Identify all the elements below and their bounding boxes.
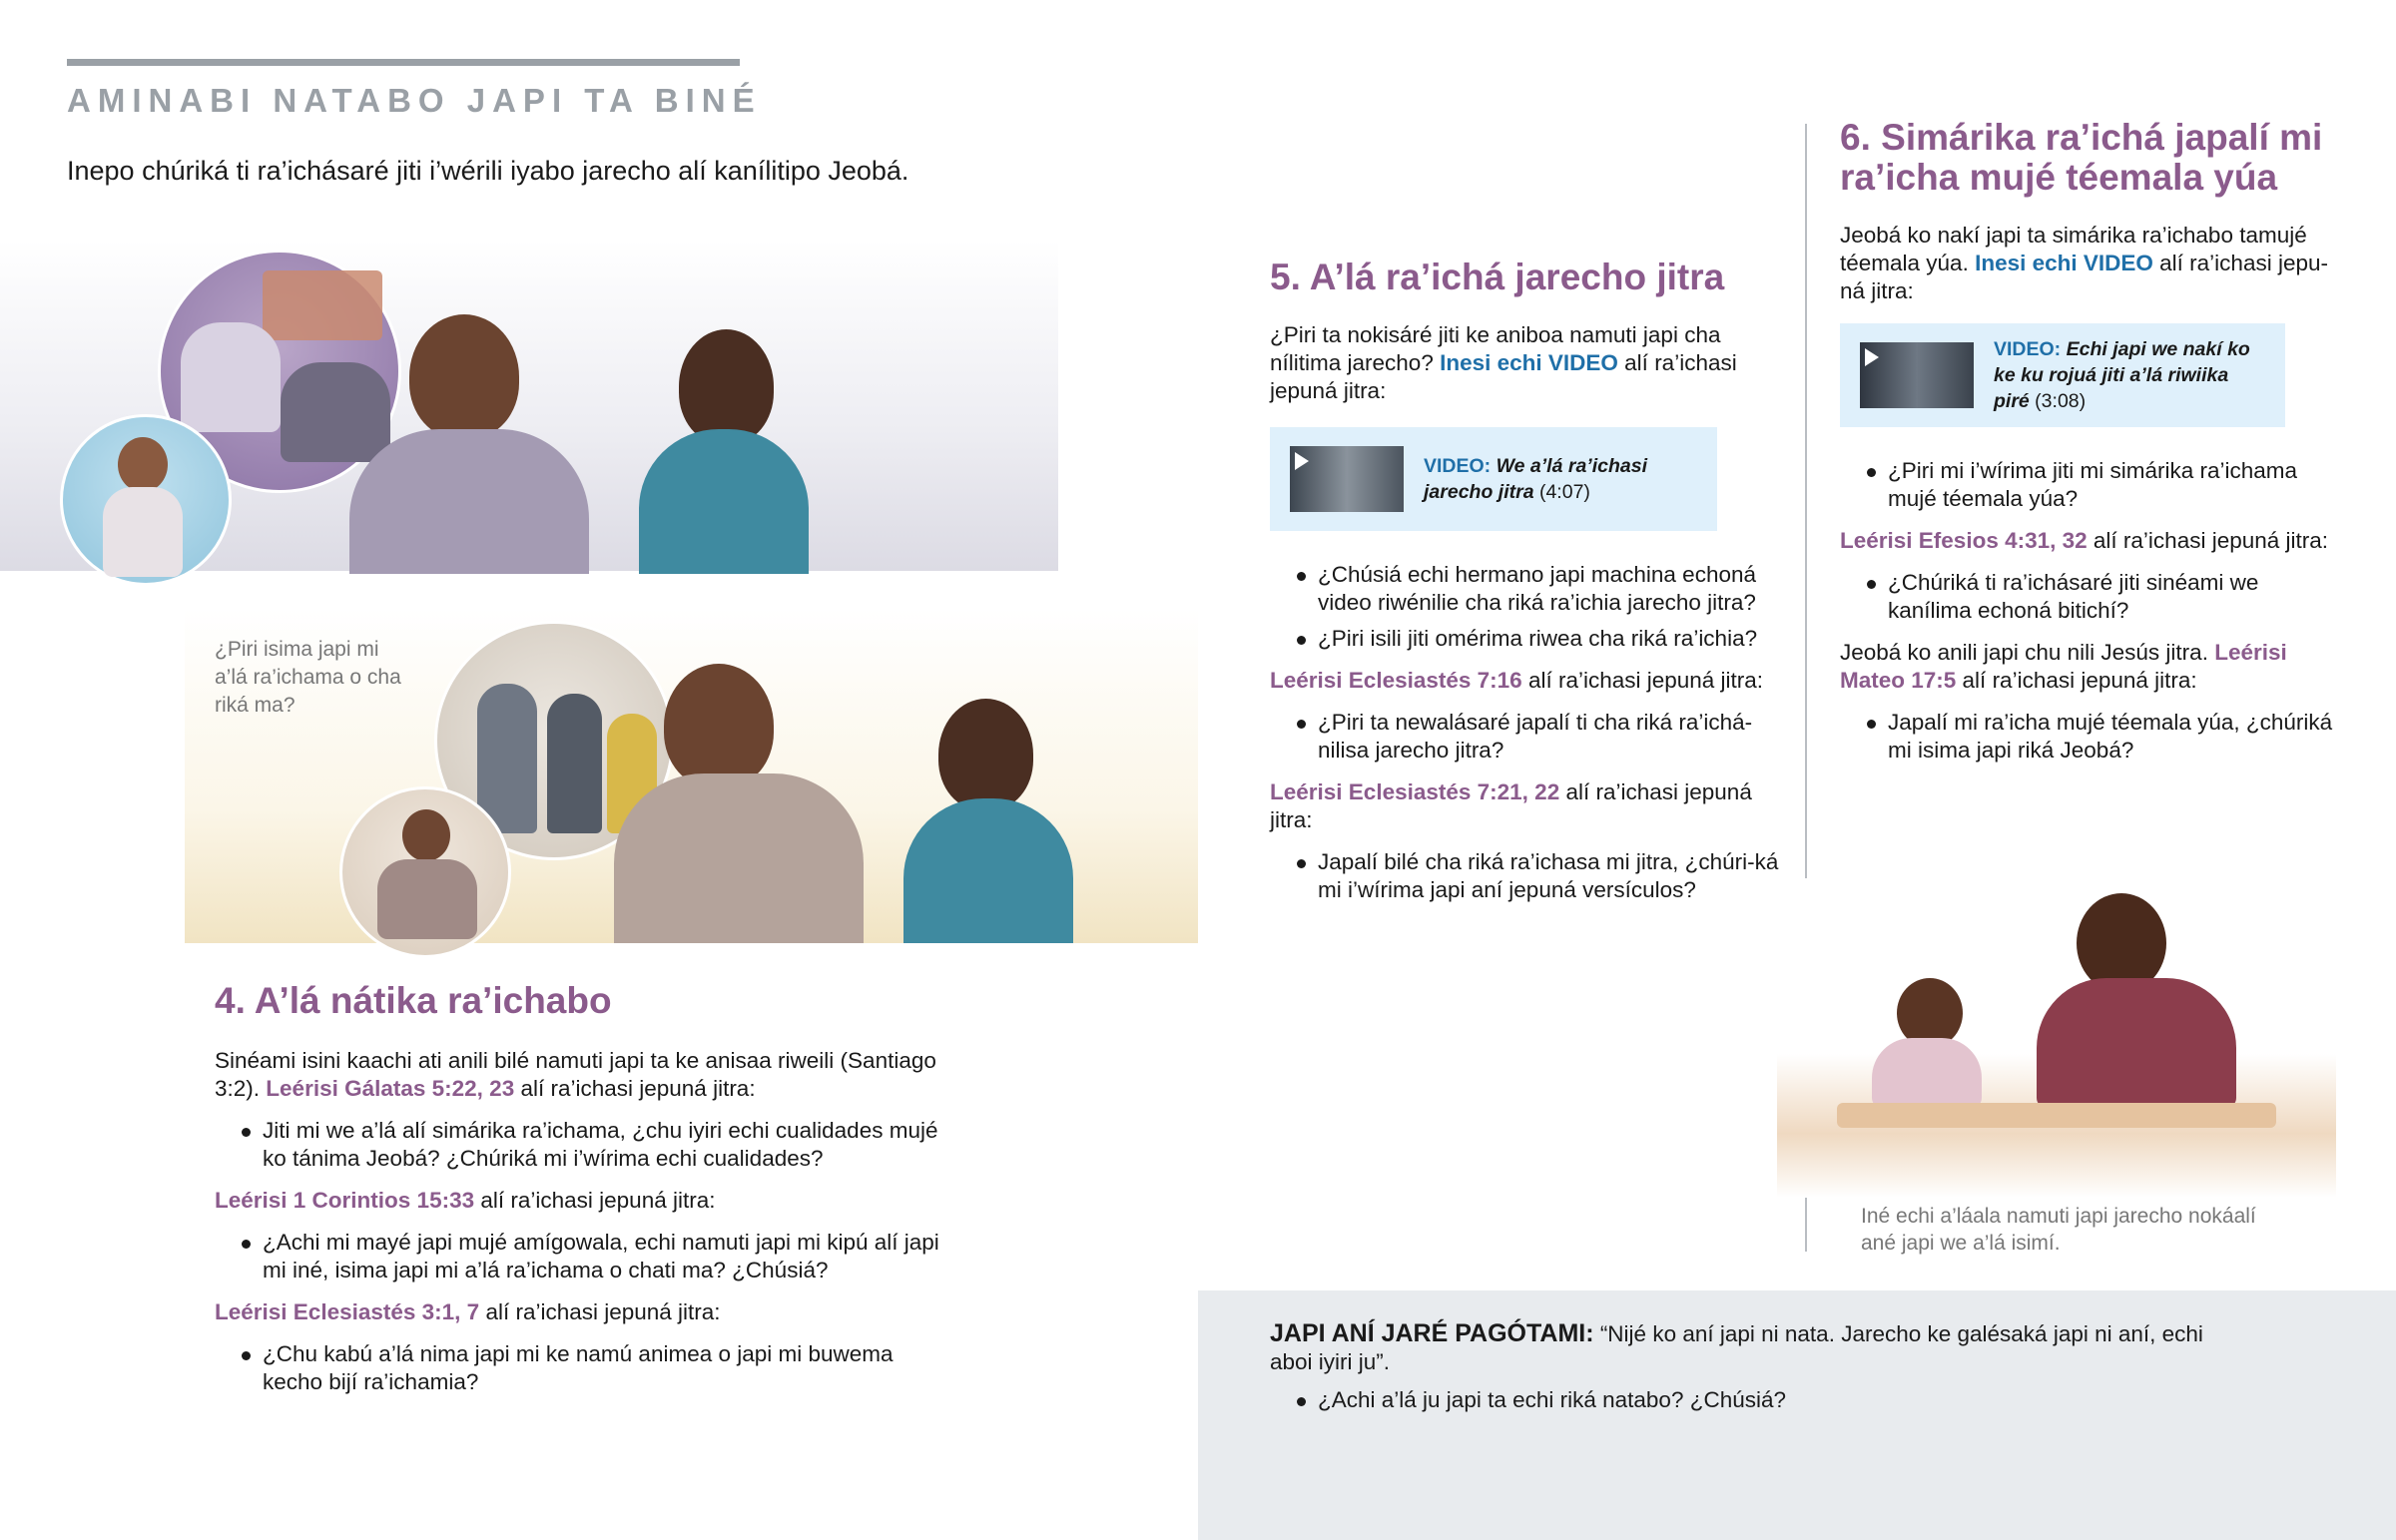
video-card[interactable] (1270, 427, 1717, 531)
man-head-calm (664, 664, 774, 788)
question-bullet: ¿Chúsiá echi hermano japi machina echoná video riwénilie cha riká ra’ichia jarecho jitra? (1270, 561, 1779, 617)
section-5-text-c: alí ra’ichasi jepuná jitra: (1521, 668, 1764, 693)
question-bullet: Jiti mi we a’lá alí simárika ra’ichama, ¿chu iyiri echi cualidades mujé ko tánima Jeobá? ¿Chúriká mi i’wírima echi cualidades? (215, 1117, 948, 1173)
woman-body-calm (903, 798, 1073, 943)
section-6-text-c: alí ra’ichasi jepuná jitra: (2087, 528, 2329, 553)
section-5-paragraph-2 (1270, 667, 1779, 695)
section-4-text: Sinéami isini kaachi ati anili bilé namuti japi ta ke anisaa riweili (Santiago 3:2). (215, 1048, 936, 1101)
section-6-text-b: alí ra’ichasi jepu-ná jitra: (1840, 251, 2328, 303)
question-bullet: ¿Achi a’lá ju japi ta echi riká natabo? ¿Chúsiá? (1270, 1386, 2208, 1414)
question-bullet: ¿Piri isili jiti omérima riwea cha riká ra’ichia? (1270, 625, 1779, 653)
video-title[interactable]: We a’lá ra’ichasi jarecho jitra (1424, 455, 1647, 503)
question-bullet: ¿Piri ta newalásaré japalí ti cha riká ra’ichá-nilisa jarecho jitra? (1270, 709, 1779, 765)
play-icon (1295, 452, 1309, 470)
discussion-lead: JAPI ANÍ JARÉ PAGÓTAMI: (1270, 1319, 1594, 1347)
section-5-paragraph-1 (1270, 321, 1779, 405)
section-4-text-c: alí ra’ichasi jepuná jitra: (474, 1188, 716, 1213)
section-6-text-e: alí ra’ichasi jepuná jitra: (1956, 668, 2197, 693)
watch-video-link[interactable]: Inesi echi VIDEO (1440, 350, 1618, 375)
section-6 (1840, 118, 2339, 778)
man-body-calm (614, 773, 864, 943)
video-card[interactable] (1840, 323, 2285, 427)
section-4-paragraph-2 (215, 1187, 948, 1215)
scripture-eclesiastes-3[interactable]: Leérisi Eclesiastés 3:1, 7 (215, 1299, 480, 1324)
section-6-title: 6. Simárika ra’ichá japalí mi ra’icha mujé téemala yúa (1840, 117, 2323, 198)
discussion-content (1270, 1319, 2208, 1428)
video-label: VIDEO: (1994, 338, 2067, 360)
scripture-eclesiastes-7-16[interactable]: Leérisi Eclesiastés 7:16 (1270, 668, 1522, 693)
section-5-text: ¿Piri ta nokisáré jiti ke aniboa namuti japi cha nílitima jarecho? (1270, 322, 1721, 375)
question-bullet: Japalí mi ra’icha mujé téemala yúa, ¿chúriká mi isima japi riká Jeobá? (1840, 709, 2339, 765)
section-4-paragraph-1 (215, 1047, 948, 1103)
video-label: VIDEO: (1424, 455, 1497, 477)
section-5 (1270, 257, 1779, 918)
section-6-paragraph-1 (1840, 222, 2339, 305)
watch-video-link[interactable]: Inesi echi VIDEO (1975, 251, 2153, 275)
illustration-argument (0, 240, 1058, 571)
section-4-text-b: alí ra’ichasi jepuná jitra: (514, 1076, 756, 1101)
man-body (349, 429, 589, 574)
scripture-efesios[interactable]: Leérisi Efesios 4:31, 32 (1840, 528, 2088, 553)
section-6-text: Jeobá ko nakí japi ta simárika ra’ichabo tamujé téemala yúa. (1840, 223, 2307, 275)
play-icon (1865, 348, 1879, 366)
question-bullet: Japalí bilé cha riká ra’ichasa mi jitra, ¿chúri-ká mi i’wírima japi aní jepuná versículos? (1270, 848, 1779, 904)
scripture-mateo[interactable]: Leérisi Mateo 17:5 (1840, 640, 2287, 693)
illustration-caption-question: ¿Piri isima japi mi a’lá ra’ichama o cha riká ma? (215, 638, 401, 717)
illustration-caption-mother: Iné echi a’láala namuti japi jarecho nokáalí ané japi we a’lá isimí. (1861, 1205, 2256, 1255)
section-5-text-d: alí ra’ichasi jepuná jitra: (1270, 779, 1752, 832)
header-rule (67, 59, 740, 66)
question-bullet: ¿Achi mi mayé japi mujé amígowala, echi namuti japi mi kipú alí japi mi iné, isima japi mi a’lá ra’ichama o chati ma? ¿Chúsiá? (215, 1229, 948, 1284)
section-6-paragraph-3 (1840, 639, 2339, 695)
phone-memory-circle (60, 414, 232, 586)
video-duration: (3:08) (2029, 390, 2087, 412)
page-intro: Inepo chúriká ti ra’ichásaré jiti i’wérili iyabo jarecho alí kanílitipo Jeobá. (67, 156, 909, 186)
page-kicker: AMINABI NATABO JAPI TA BINÉ (67, 82, 762, 119)
man-head (409, 314, 519, 439)
scripture-eclesiastes-7-21[interactable]: Leérisi Eclesiastés 7:21, 22 (1270, 779, 1560, 804)
scripture-galatas[interactable]: Leérisi Gálatas 5:22, 23 (266, 1076, 515, 1101)
woman-body (639, 429, 809, 574)
scripture-1-corintios[interactable]: Leérisi 1 Corintios 15:33 (215, 1188, 475, 1213)
video-caption (1994, 336, 2265, 414)
woman-head (679, 329, 774, 444)
question-bullet: ¿Chúriká ti ra’ichásaré jiti sinéami we kanílima echoná bitichí? (1840, 569, 2339, 625)
section-4-paragraph-3 (215, 1298, 948, 1326)
section-5-text-b: alí ra’ichasi jepuná jitra: (1270, 350, 1737, 403)
video-thumbnail[interactable] (1860, 342, 1974, 408)
video-caption (1424, 453, 1697, 505)
section-5-paragraph-3 (1270, 778, 1779, 834)
illustration-mother-child (1777, 878, 2336, 1198)
video-duration: (4:07) (1533, 481, 1590, 503)
video-thumbnail[interactable] (1290, 446, 1404, 512)
section-4 (215, 981, 948, 1410)
section-6-text-d: Jeobá ko anili japi chu nili Jesús jitra. (1840, 640, 2215, 665)
section-4-title: 4. A’lá nátika ra’ichabo (215, 980, 612, 1021)
question-bullet: ¿Chu kabú a’lá nima japi mi ke namú animea o japi mi buwema kecho bijí ra’ichamia? (215, 1340, 948, 1396)
discussion-quote (1270, 1319, 2208, 1376)
reading-circle (339, 786, 511, 958)
woman-head-calm (938, 699, 1033, 810)
section-5-title: 5. A’lá ra’ichá jarecho jitra (1270, 257, 1725, 297)
section-6-paragraph-2 (1840, 527, 2339, 555)
discussion-quote-text: “Nijé ko aní japi ni nata. Jarecho ke galésaká japi ni aní, echi aboi iyiri ju”. (1270, 1321, 2203, 1374)
question-bullet: ¿Piri mi i’wírima jiti mi simárika ra’ichama mujé téemala yúa? (1840, 457, 2339, 513)
section-4-text-d: alí ra’ichasi jepuná jitra: (479, 1299, 721, 1324)
video-title[interactable]: Echi japi we nakí ko ke ku rojuá jiti a’lá riwiika piré (1994, 338, 2250, 412)
